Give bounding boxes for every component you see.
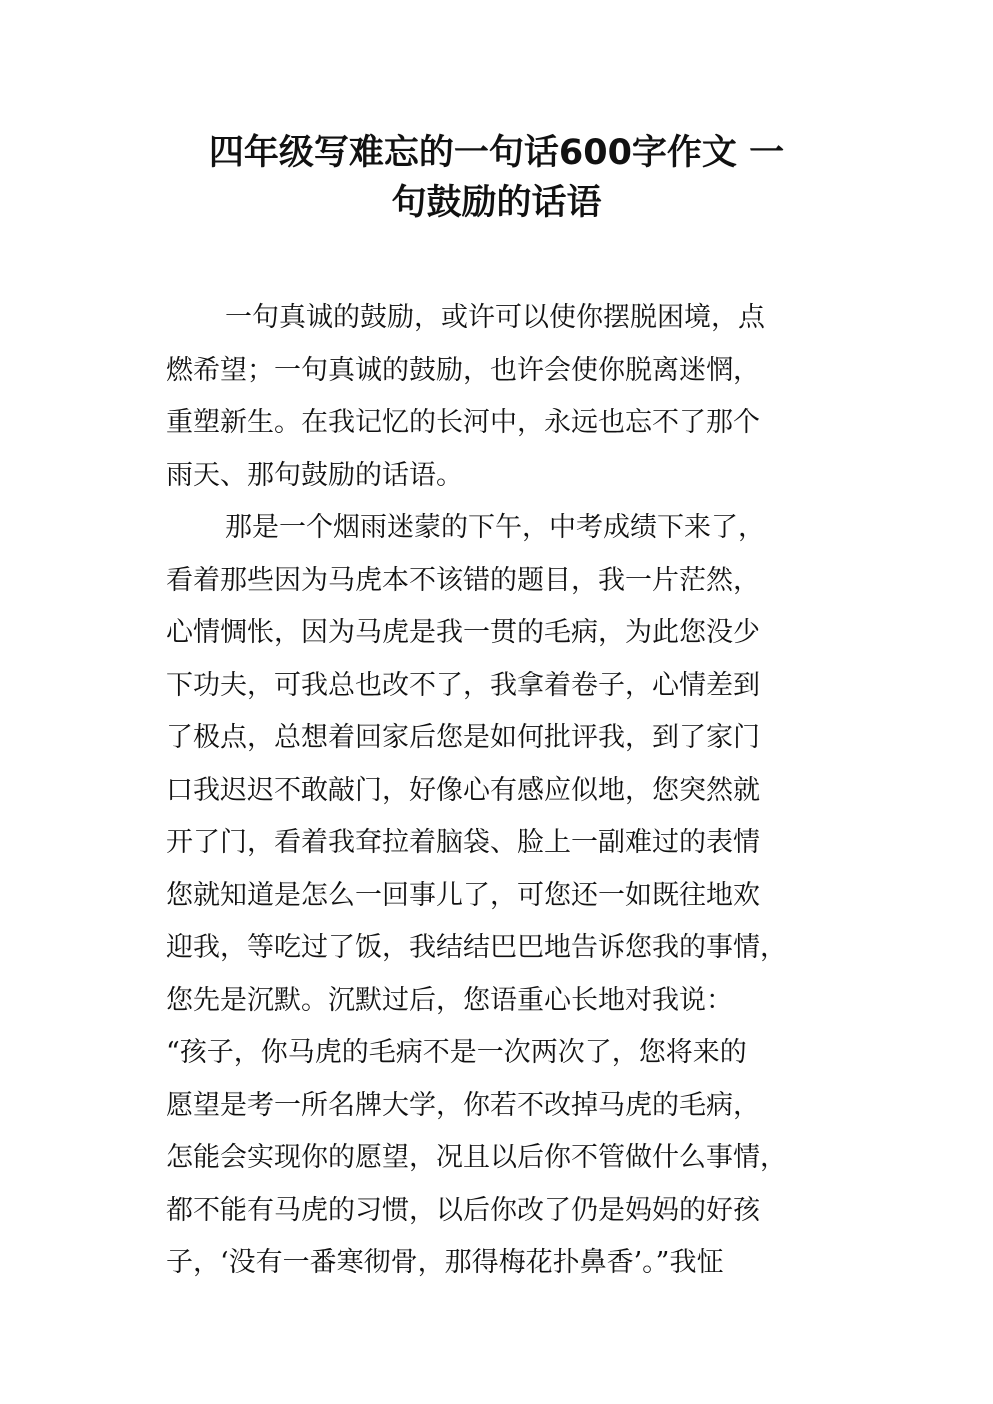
paragraph-line: 口我迟迟不敢敲门，好像心有感应似地，您突然就 (166, 774, 760, 806)
paragraph-line: 开了门，看着我耷拉着脑袋、脸上一副难过的表情 (166, 827, 760, 858)
paragraph-line: 燃希望；一句真诚的鼓励，也许会使你脱离迷惘， (166, 354, 760, 386)
document-title (150, 128, 843, 228)
document-body (166, 292, 846, 1290)
paragraph-line: 子，‘没有一番寒彻骨，那得梅花扑鼻香’。”我怔 (166, 1247, 724, 1278)
paragraph-line: 迎我，等吃过了饭，我结结巴巴地告诉您我的事情， (166, 932, 787, 963)
paragraph-line: 重塑新生。在我记忆的长河中，永远也忘不了那个 (166, 407, 760, 438)
paragraph-line: 那是一个烟雨迷蒙的下午，中考成绩下来了， (225, 512, 765, 543)
paragraph-line: 您就知道是怎么一回事儿了，可您还一如既往地欢 (166, 879, 760, 911)
paragraph-line: 都不能有马虎的习惯，以后你改了仍是妈妈的好孩 (166, 1194, 760, 1226)
paragraph-line: 了极点，总想着回家后您是如何批评我，到了家门 (166, 722, 760, 753)
paragraph-line: 下功夫，可我总也改不了，我拿着卷子，心情差到 (166, 669, 760, 701)
paragraph-line: 愿望是考一所名牌大学，你若不改掉马虎的毛病， (166, 1089, 760, 1121)
paragraph-line: “孩子，你马虎的毛病不是一次两次了，您将来的 (166, 1037, 747, 1068)
title-line: 四年级写难忘的一句话600字作文 一 (208, 133, 785, 173)
paragraph-line: 一句真诚的鼓励，或许可以使你摆脱困境，点 (225, 302, 765, 333)
paragraph-line: 怎能会实现你的愿望，况且以后你不管做什么事情， (166, 1142, 787, 1173)
paragraph (166, 502, 846, 1290)
title-line: 句鼓励的话语 (391, 183, 602, 223)
paragraph-line: 看着那些因为马虎本不该错的题目，我一片茫然， (166, 564, 760, 596)
paragraph-line: 您先是沉默。沉默过后，您语重心长地对我说： (166, 984, 733, 1016)
paragraph (166, 292, 846, 502)
paragraph-line: 雨天、那句鼓励的话语。 (166, 459, 463, 491)
paragraph-line: 心情惆怅，因为马虎是我一贯的毛病，为此您没少 (166, 617, 760, 648)
